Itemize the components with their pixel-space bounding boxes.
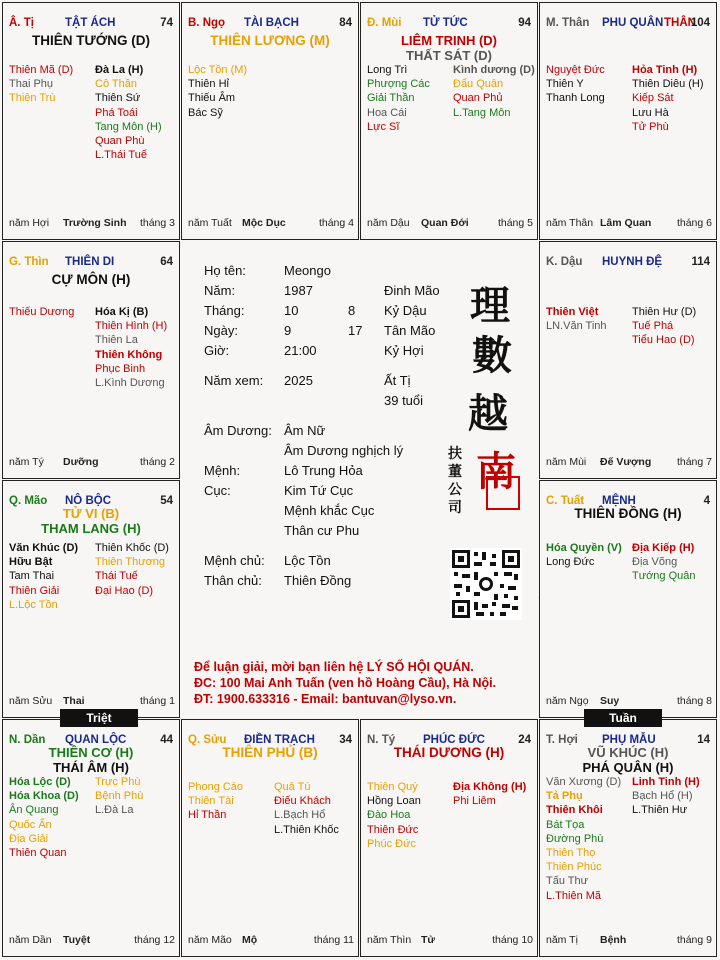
minor-star: Quan Phù [95, 134, 145, 147]
palace-cell [539, 719, 717, 957]
main-stars [3, 33, 179, 48]
right-stars [453, 780, 526, 808]
main-star: THÁI ÂM (H) [53, 760, 129, 775]
palace-age-number: 84 [339, 17, 352, 29]
palace-cell [360, 719, 538, 957]
minor-star: Thiên Không [95, 348, 163, 361]
amduong-value: Âm Nữ [284, 423, 326, 438]
than-chu-value: Thiên Đồng [284, 573, 352, 588]
palace-age-number: 44 [160, 734, 173, 746]
amduong-label: Âm Dương: [204, 423, 272, 438]
palace-cell [539, 480, 717, 718]
palace-age-number: 4 [703, 495, 710, 507]
left-stars [546, 305, 607, 333]
main-stars [3, 272, 179, 287]
minor-star: Kình dương (D) [453, 64, 535, 76]
palace-year: năm Dần [9, 934, 52, 946]
palace-year: năm Thân [546, 217, 594, 229]
palace-stage: Mộc Dục [242, 217, 286, 229]
main-star: CỰ MÔN (H) [51, 272, 131, 287]
palace-position: K. Dậu [546, 256, 583, 268]
menh-label: Mệnh: [204, 463, 241, 478]
cuc-label: Cục: [204, 483, 231, 498]
minor-star: Bát Tọa [546, 818, 585, 831]
palace-header [9, 256, 173, 270]
palace-year: năm Mùi [546, 456, 587, 468]
palace-name: MỆNH [602, 495, 636, 507]
palace-month: tháng 3 [139, 217, 175, 229]
main-star: LIÊM TRINH (D) [400, 33, 498, 48]
minor-star: Hóa Kị (B) [95, 306, 149, 318]
minor-star: Tả Phụ [546, 790, 583, 803]
minor-star: Thái Tuế [95, 570, 138, 583]
day-lunar: 17 [348, 323, 363, 338]
minor-star: Giải Thần [367, 92, 415, 105]
palace-name: NÔ BỘC [65, 495, 111, 507]
palace-position: M. Thân [546, 17, 590, 29]
than-cu: Thân cư Phu [284, 523, 360, 538]
palace-stage: Suy [600, 695, 620, 707]
main-star: TỬ VI (B) [62, 506, 120, 521]
palace-age-number: 74 [160, 17, 173, 29]
palace-name: QUAN LỘC [65, 734, 127, 746]
menh-value: Lô Trung Hỏa [284, 463, 363, 478]
right-stars [95, 541, 169, 598]
minor-star: Địa Kiếp (H) [632, 542, 695, 554]
minor-star: Thiên La [95, 334, 138, 347]
palace-header [9, 17, 173, 31]
minor-star: Long Trì [367, 64, 408, 76]
minor-star: Tướng Quân [632, 570, 696, 583]
palace-stage: Thai [63, 695, 85, 707]
minor-star: L.Đà La [95, 804, 134, 817]
minor-star: Thai Phụ [9, 78, 54, 91]
palace-year: năm Sửu [9, 695, 53, 707]
minor-star: Thiên Thọ [546, 846, 596, 859]
palace-age-number: 104 [690, 17, 710, 29]
palace-stage: Dưỡng [63, 456, 99, 468]
minor-star: Địa Võng [632, 556, 678, 569]
minor-star: Thiên Giải [9, 584, 60, 597]
palace-footer [367, 217, 533, 229]
cuc-value: Kim Tứ Cục [284, 483, 354, 498]
minor-star: L.Tang Môn [453, 106, 511, 119]
palace-footer [9, 934, 175, 946]
minor-star: Phong Cáo [188, 781, 244, 793]
left-stars [546, 775, 621, 903]
palace-name: PHỤ MẪU [602, 734, 656, 746]
left-stars [546, 541, 622, 569]
minor-star: Hồng Loan [367, 795, 421, 808]
minor-star: Thiếu Dương [9, 306, 75, 318]
palace-year: năm Tuất [188, 217, 232, 229]
right-stars [632, 775, 700, 818]
left-stars [367, 63, 430, 134]
palace-cell [360, 2, 538, 240]
palace-year: năm Hợi [9, 217, 50, 229]
palace-age-number: 14 [697, 734, 710, 746]
minor-star: Thiên Quý [367, 781, 418, 793]
minor-star: Hữu Bật [9, 556, 53, 569]
minor-star: Tam Thai [9, 570, 55, 583]
minor-star: Thiên Khôi [546, 804, 603, 817]
minor-star: Linh Tinh (H) [632, 776, 700, 788]
minor-star: Cô Thần [95, 78, 137, 91]
palace-age-number: 24 [518, 734, 531, 746]
view-year-value: 2025 [284, 373, 313, 388]
palace-cell [2, 719, 180, 957]
left-stars [188, 780, 243, 823]
minor-star: Hoa Cái [367, 106, 407, 119]
palace-year: năm Tị [546, 934, 578, 946]
minor-star: Quan Phủ [453, 92, 503, 105]
minor-star: Đào Hoa [367, 809, 411, 822]
minor-star: Thiên Việt [546, 306, 599, 318]
left-stars [367, 780, 421, 851]
palace-month: tháng 5 [497, 217, 533, 229]
logo-char-2: 數 [472, 332, 512, 379]
palace-stage: Lâm Quan [600, 217, 652, 229]
month-can: Kỷ Dậu [384, 303, 427, 318]
view-year-label: Năm xem: [204, 373, 264, 388]
minor-star: Thiên Mã (D) [9, 64, 74, 76]
minor-star: L.Thiên Mã [546, 889, 602, 902]
minor-star: Hóa Quyền (V) [546, 542, 622, 554]
main-star: THAM LANG (H) [41, 521, 141, 536]
palace-footer [546, 217, 712, 229]
minor-star: Thiên Diêu (H) [632, 78, 704, 91]
logo-char-1: 理 [470, 282, 510, 329]
main-stars [182, 745, 358, 760]
palace-cell [2, 480, 180, 718]
palace-footer [367, 934, 533, 946]
triet-tag: Triệt [60, 709, 138, 727]
day-value: 9 [284, 323, 292, 338]
main-star: THIÊN LƯƠNG (M) [210, 33, 330, 48]
hour-label: Giờ: [204, 343, 230, 358]
main-stars [3, 745, 179, 775]
palace-name: THIÊN DI [65, 256, 115, 268]
palace-footer [188, 217, 354, 229]
palace-name: TẬT ÁCH [65, 17, 116, 29]
main-stars [3, 506, 179, 536]
minor-star: Phúc Đức [367, 837, 416, 850]
minor-star: Thiên Hư (D) [632, 306, 697, 318]
month-label: Tháng: [204, 303, 245, 318]
year-value: 1987 [284, 283, 313, 298]
main-stars [361, 745, 537, 760]
minor-star: Thanh Long [546, 92, 605, 105]
minor-star: L.Kình Dương [95, 376, 165, 389]
minor-star: Đường Phù [546, 832, 604, 845]
right-stars [453, 63, 535, 120]
year-can: Đinh Mão [384, 283, 440, 298]
than-chu-label: Thân chủ: [204, 573, 262, 588]
minor-star: Quả Tú [274, 781, 311, 793]
minor-star: Văn Khúc (D) [9, 542, 79, 554]
palace-month: tháng 10 [492, 934, 533, 946]
main-star: THIÊN PHỦ (B) [222, 745, 318, 760]
palace-position: N. Dần [9, 734, 46, 746]
minor-star: Phượng Các [367, 78, 430, 91]
minor-star: Hóa Lộc (D) [9, 776, 71, 788]
palace-position: Q. Sửu [188, 734, 227, 746]
year-label: Năm: [204, 283, 236, 298]
logo-char-4: 南 [476, 448, 516, 495]
minor-star: Địa Giải [9, 832, 49, 845]
main-star: THÁI DƯƠNG (H) [393, 745, 505, 760]
palace-age-number: 34 [339, 734, 352, 746]
palace-month: tháng 11 [313, 934, 354, 946]
left-stars [9, 63, 73, 106]
amduong-relation: Âm Dương nghịch lý [284, 443, 404, 458]
cuc-relation: Mệnh khắc Cục [284, 503, 375, 518]
palace-month: tháng 6 [676, 217, 712, 229]
left-stars [9, 541, 78, 612]
left-stars [9, 775, 79, 860]
right-stars [632, 541, 696, 584]
minor-star: Tiểu Hao (D) [632, 334, 695, 347]
palace-month: tháng 4 [318, 217, 354, 229]
palace-month: tháng 1 [139, 695, 175, 707]
minor-star: Thiên Trù [9, 92, 56, 105]
palace-footer [188, 934, 354, 946]
palace-position: Â. Tị [9, 17, 34, 29]
palace-position: N. Tý [367, 734, 396, 746]
palace-footer [546, 934, 712, 946]
minor-star: L.Thiên Hư [632, 804, 688, 817]
palace-cell [2, 2, 180, 240]
right-stars [95, 775, 143, 818]
palace-year: năm Tý [9, 456, 44, 468]
palace-header [546, 256, 710, 270]
palace-stage: Bệnh [600, 934, 627, 946]
minor-star: Thiên Sứ [95, 92, 141, 105]
palace-name: TÀI BẠCH [244, 17, 299, 29]
palace-footer [9, 217, 175, 229]
minor-star: Lưu Hà [632, 106, 669, 119]
left-stars [546, 63, 605, 106]
minor-star: L.Thái Tuế [95, 149, 147, 162]
menh-chu-value: Lộc Tồn [284, 553, 331, 568]
minor-star: Thiên Khốc (D) [95, 542, 169, 554]
main-stars [361, 33, 537, 63]
palace-cell [2, 241, 180, 479]
minor-star: Kiếp Sát [632, 92, 674, 105]
minor-star: Thiên Phúc [546, 861, 602, 874]
palace-year: năm Mão [188, 934, 232, 946]
minor-star: Đà La (H) [95, 64, 144, 76]
palace-name: TỬ TỨC [423, 17, 468, 29]
palace-stage: Tuyệt [63, 934, 91, 946]
right-stars [95, 63, 162, 162]
right-stars [632, 305, 696, 348]
tuan-tag: Tuần [584, 709, 662, 727]
minor-star: Nguyệt Đức [546, 64, 605, 76]
palace-stage: Tử [421, 934, 436, 946]
right-stars [274, 780, 339, 837]
minor-star: Bệnh Phù [95, 790, 144, 803]
palace-header [367, 17, 531, 31]
day-can: Tân Mão [384, 323, 436, 338]
minor-star: Hóa Khoa (D) [9, 790, 79, 803]
month-lunar: 8 [348, 303, 356, 318]
minor-star: L.Bạch Hổ [274, 809, 326, 822]
center-info-panel [180, 240, 538, 718]
palace-year: năm Dậu [367, 217, 410, 229]
minor-star: Thiên Đức [367, 823, 419, 836]
palace-cell [539, 241, 717, 479]
day-label: Ngày: [204, 323, 238, 338]
main-star: THIÊN TƯỚNG (D) [32, 33, 150, 48]
palace-stage: Đế Vượng [600, 456, 652, 468]
palace-position: C. Tuất [546, 495, 585, 507]
minor-star: Thiên Hỉ [188, 78, 229, 91]
minor-star: Đẩu Quân [453, 78, 504, 91]
hour-value: 21:00 [284, 343, 317, 358]
palace-month: tháng 9 [676, 934, 712, 946]
minor-star: Thiên Thương [95, 556, 166, 569]
main-star: THIÊN CƠ (H) [48, 745, 134, 760]
palace-name: HUYNH ĐỆ [602, 256, 663, 268]
palace-name: ĐIỀN TRẠCH [244, 734, 315, 746]
left-stars [9, 305, 74, 319]
minor-star: Hỉ Thần [188, 809, 227, 822]
month-value: 10 [284, 303, 299, 318]
minor-star: Bạch Hổ (H) [632, 790, 693, 803]
logo-char-3: 越 [468, 390, 508, 437]
age-value: 39 tuổi [384, 393, 424, 408]
minor-star: L.Lộc Tồn [9, 598, 58, 611]
palace-age-number: 114 [691, 256, 710, 268]
palace-month: tháng 12 [134, 934, 175, 946]
contact-address: ĐC: 100 Mai Anh Tuấn (ven hồ Hoàng Cầu), Hà Nội. [194, 676, 497, 690]
main-star: THIÊN ĐỒNG (H) [574, 506, 682, 521]
minor-star: Ân Quang [9, 804, 59, 817]
palace-age-number: 54 [160, 495, 173, 507]
minor-star: Thiếu Âm [188, 92, 236, 105]
palace-age-number: 64 [160, 256, 173, 268]
palace-cell [181, 719, 359, 957]
minor-star: Tử Phù [632, 120, 669, 133]
minor-star: Phục Binh [95, 362, 146, 375]
palace-name: PHÚC ĐỨC [423, 734, 485, 746]
minor-star: Đại Hao (D) [95, 584, 154, 597]
palace-footer [9, 695, 175, 707]
main-stars [540, 745, 716, 775]
palace-month: tháng 7 [676, 456, 712, 468]
palace-footer [9, 456, 175, 468]
view-year-can: Ất Tị [384, 373, 411, 388]
minor-star: Văn Xương (D) [546, 776, 622, 788]
hour-can: Kỷ Hợi [384, 343, 424, 358]
minor-star: Bác Sỹ [188, 106, 223, 119]
main-stars [540, 506, 716, 521]
minor-star: Long Đức [546, 556, 595, 569]
minor-star: LN.Văn Tinh [546, 320, 607, 333]
palace-month: tháng 8 [676, 695, 712, 707]
minor-star: Điếu Khách [274, 795, 331, 808]
palace-position: Q. Mão [9, 495, 48, 507]
palace-year: năm Ngọ [546, 695, 589, 707]
palace-cell [181, 2, 359, 240]
minor-star: Lộc Tồn (M) [188, 64, 248, 76]
palace-name: PHU QUÂN [602, 17, 664, 29]
palace-stage: Mộ [242, 934, 258, 946]
minor-star: Lực Sĩ [367, 120, 400, 133]
minor-star: Tuế Phá [632, 320, 674, 333]
minor-star: Thiên Tài [188, 795, 234, 808]
minor-star: Thiên Quan [9, 846, 67, 859]
minor-star: Hỏa Tinh (H) [632, 64, 698, 76]
minor-star: Phá Toái [95, 106, 138, 119]
palace-year: năm Thìn [367, 934, 412, 946]
main-star: VŨ KHÚC (H) [587, 745, 669, 760]
minor-star: Thiên Hình (H) [95, 320, 168, 333]
minor-star: Phi Liêm [453, 795, 496, 808]
minor-star: Tang Môn (H) [95, 120, 162, 133]
palace-position: T. Hợi [546, 734, 578, 746]
right-stars [632, 63, 704, 134]
contact-line-1: Để luận giải, mời bạn liên hệ LÝ SỐ HỘI QUÁN. [194, 660, 474, 674]
palace-position: Đ. Mùi [367, 17, 402, 29]
palace-header [188, 17, 352, 31]
minor-star: L.Thiên Khốc [274, 823, 339, 836]
palace-header [546, 17, 710, 31]
qr-code-icon [450, 548, 522, 620]
right-stars [95, 305, 167, 390]
minor-star: Tấu Thư [546, 875, 589, 888]
red-seal-icon [486, 476, 520, 510]
contact-phone-email: ĐT: 1900.633316 - Email: bantuvan@lyso.vn. [194, 692, 457, 706]
palace-stage: Trường Sinh [63, 217, 127, 229]
name-value: Meongo [284, 263, 331, 278]
palace-footer [546, 456, 712, 468]
minor-star: Thiên Y [546, 78, 584, 91]
logo-side-text: 扶董公司 [448, 446, 462, 516]
minor-star: Trực Phù [95, 776, 141, 788]
main-star: PHÁ QUÂN (H) [582, 760, 674, 775]
main-stars [182, 33, 358, 48]
menh-chu-label: Mệnh chủ: [204, 553, 265, 568]
name-label: Họ tên: [204, 263, 246, 278]
palace-cell [539, 2, 717, 240]
palace-month: tháng 2 [139, 456, 175, 468]
palace-position: G. Thìn [9, 256, 49, 268]
left-stars [188, 63, 247, 120]
minor-star: Địa Không (H) [453, 781, 527, 793]
palace-age-number: 94 [518, 17, 531, 29]
palace-position: B. Ngọ [188, 17, 226, 29]
minor-star: Quốc Ấn [9, 818, 52, 831]
main-star: THẤT SÁT (D) [406, 48, 492, 63]
palace-stage: Quan Đới [421, 217, 469, 229]
than-marker: THÂN [664, 17, 696, 29]
palace-footer [546, 695, 712, 707]
